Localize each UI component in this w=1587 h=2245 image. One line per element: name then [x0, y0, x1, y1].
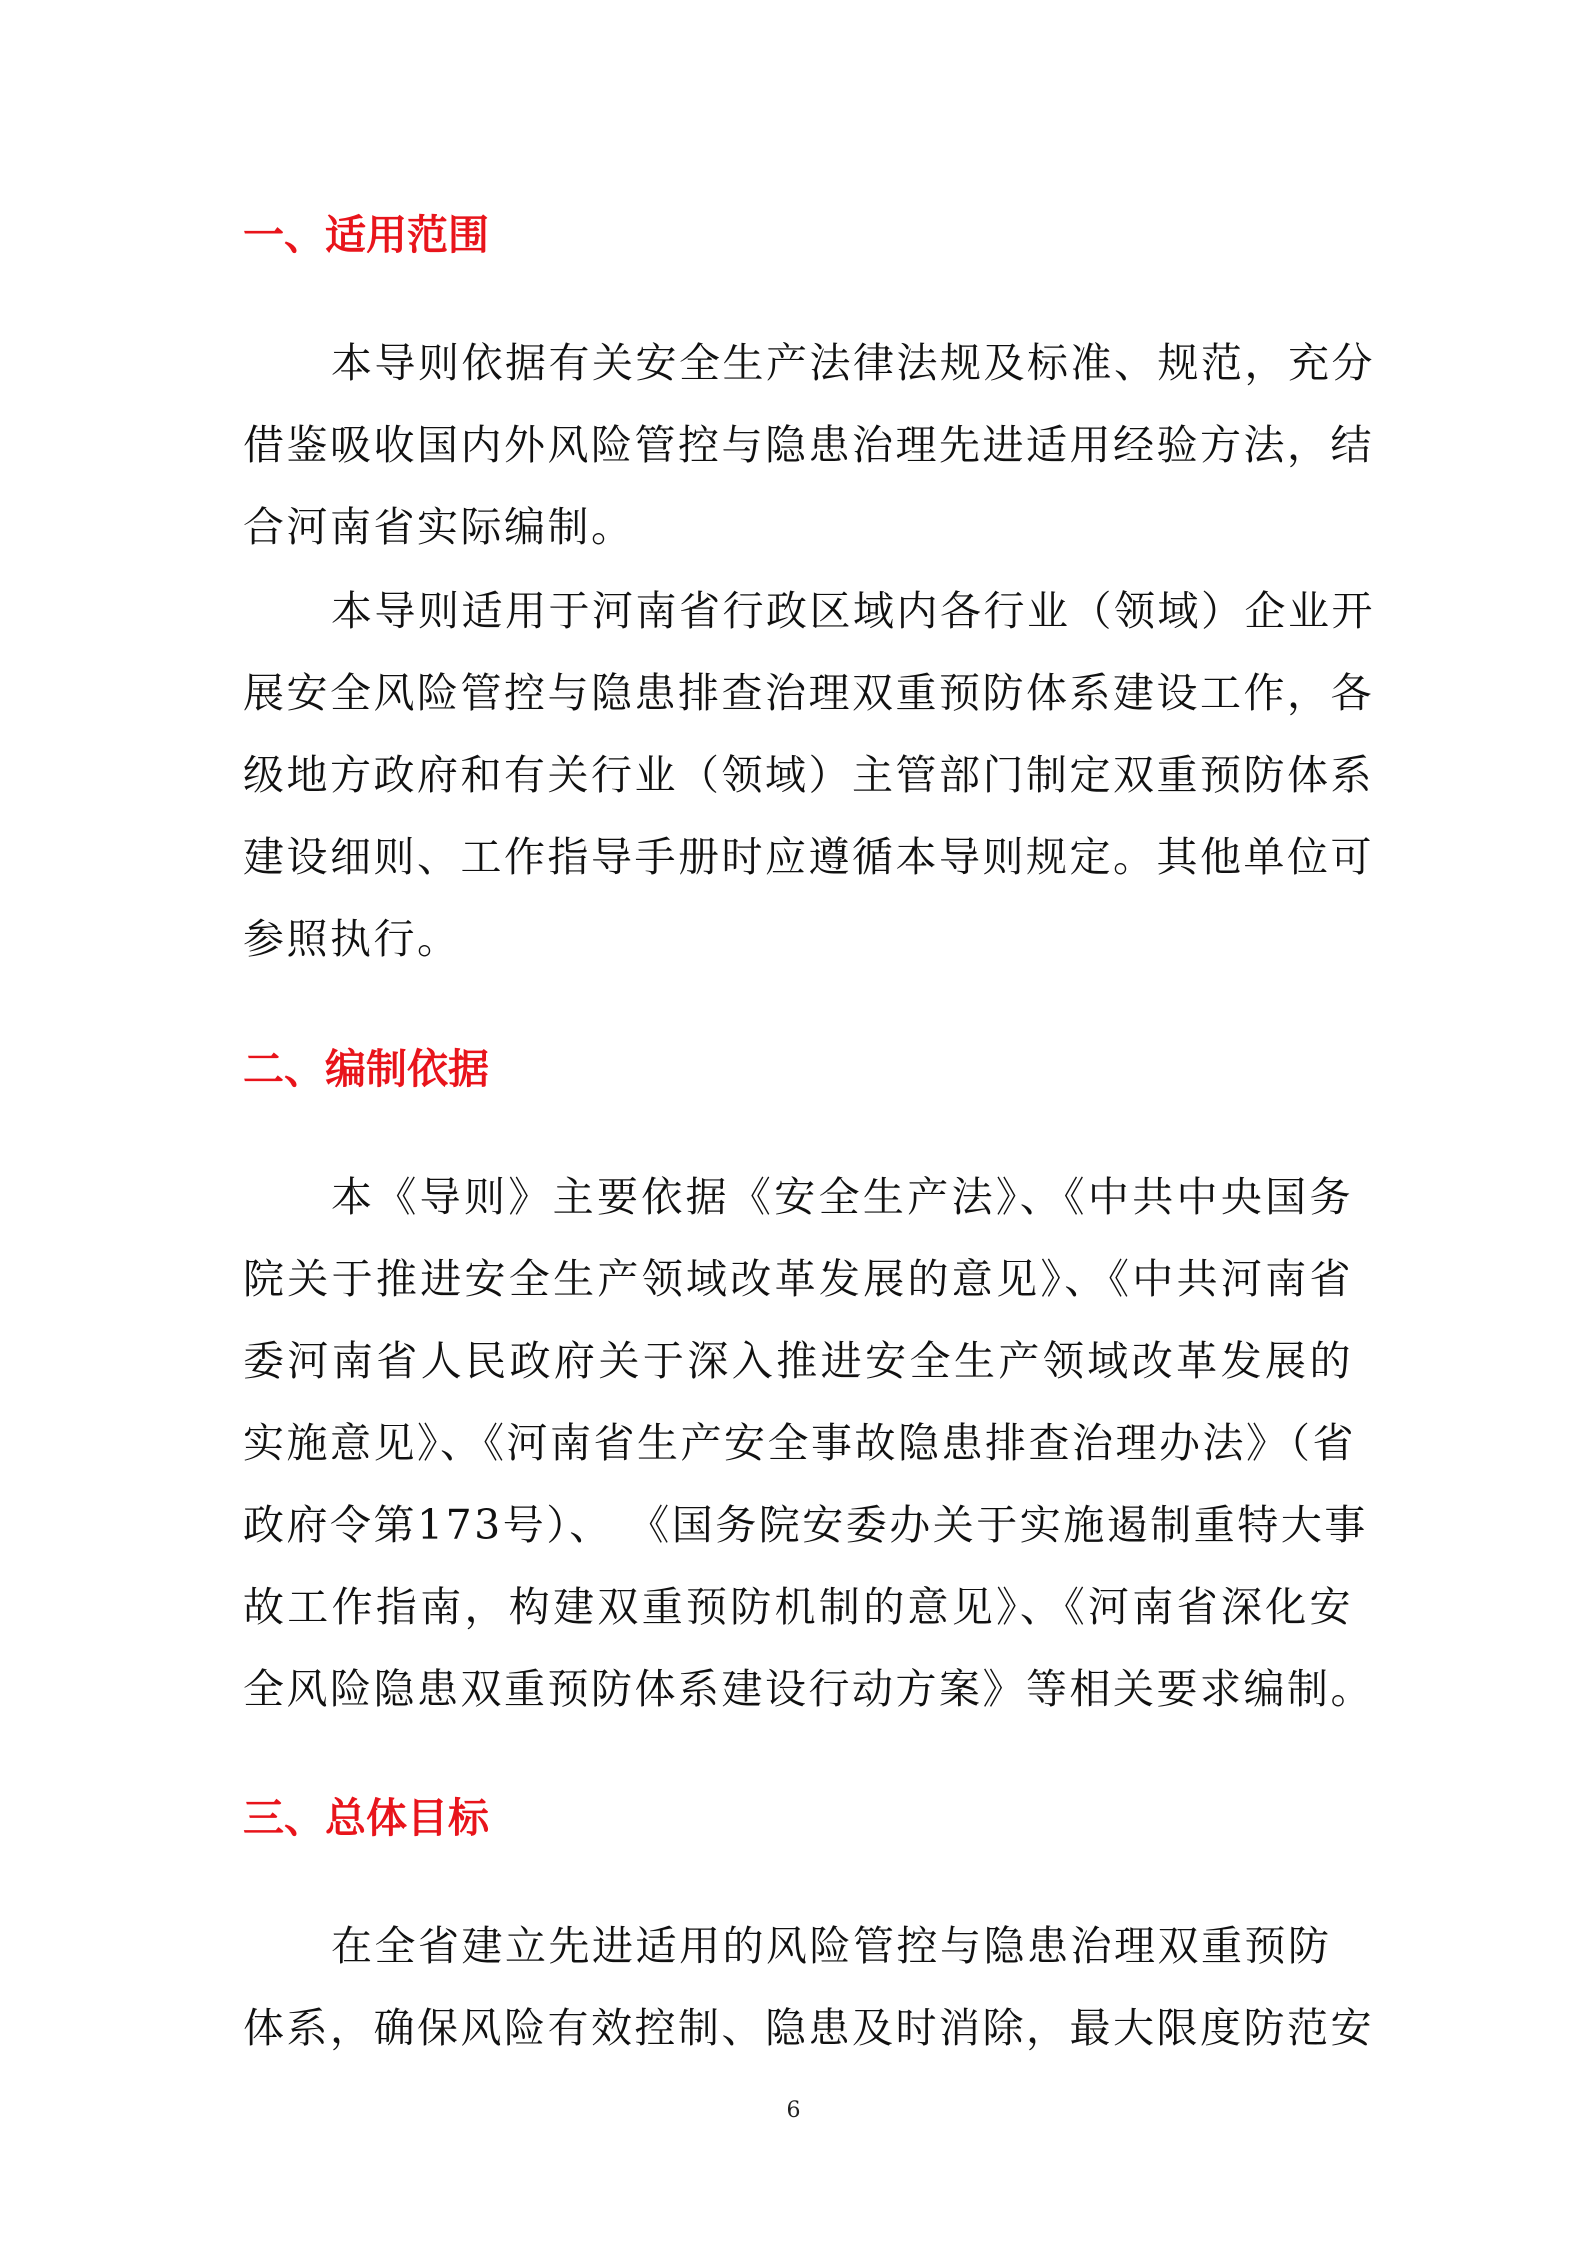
text-line: 体系，确保风险有效控制、隐患及时消除，最大限度防范安	[243, 2004, 1374, 2052]
text-line: 委河南省人民政府关于深入推进安全生产领域改革发展的	[243, 1337, 1353, 1385]
paragraph-overall-goal	[243, 1905, 1374, 2069]
text-line: 院关于推进安全生产领域改革发展的意见》、《中共河南省	[243, 1255, 1353, 1303]
text-line: 借鉴吸收国内外风险管控与隐患治理先进适用经验方法，结	[243, 421, 1374, 469]
text-line: 本导则依据有关安全生产法律法规及标准、规范，充分	[331, 339, 1375, 387]
section-heading-goal: 三、总体目标	[243, 1794, 489, 1842]
paragraph-scope-basis	[243, 322, 1375, 568]
section-heading-scope: 一、适用范围	[243, 211, 489, 259]
text-line: 级地方政府和有关行业（领域）主管部门制定双重预防体系	[243, 751, 1374, 799]
text-line: 建设细则、工作指导手册时应遵循本导则规定。其他单位可	[243, 833, 1374, 881]
text-line: 本导则适用于河南省行政区域内各行业（领域）企业开	[331, 587, 1375, 635]
text-line: 在全省建立先进适用的风险管控与隐患治理双重预防	[331, 1922, 1332, 1970]
text-line: 实施意见》、《河南省生产安全事故隐患排查治理办法》（省	[243, 1419, 1356, 1467]
text-line: 本《导则》主要依据《安全生产法》、《中共中央国务	[331, 1173, 1353, 1221]
paragraph-scope-applicability	[243, 570, 1375, 980]
text-line: 参照执行。	[243, 915, 461, 963]
text-line: 合河南省实际编制。	[243, 503, 635, 551]
text-line: 政府令第173号）、 《国务院安委办关于实施遏制重特大事	[243, 1501, 1368, 1549]
text-line: 展安全风险管控与隐患排查治理双重预防体系建设工作，各	[243, 669, 1374, 717]
paragraph-compilation-basis	[243, 1156, 1374, 1730]
page-number: 6	[786, 2098, 801, 2123]
section-heading-basis: 二、编制依据	[243, 1045, 489, 1093]
text-line: 全风险隐患双重预防体系建设行动方案》等相关要求编制。	[243, 1665, 1374, 1713]
text-line: 故工作指南，构建双重预防机制的意见》、《河南省深化安	[243, 1583, 1353, 1631]
